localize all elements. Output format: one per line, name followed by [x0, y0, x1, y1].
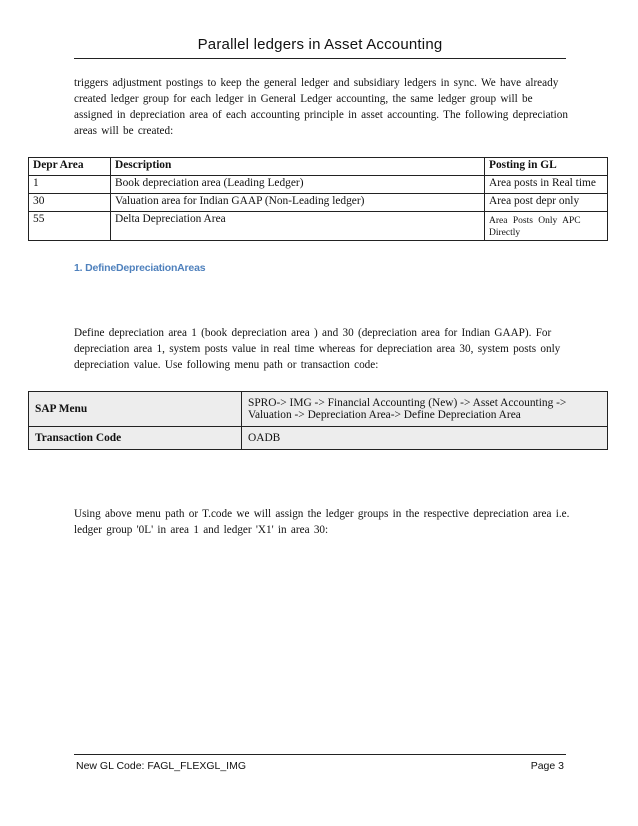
transaction-code-label: Transaction Code [29, 427, 242, 450]
table-row [29, 392, 608, 427]
description-cell: Delta Depreciation Area [111, 212, 485, 241]
page-number: Page 3 [530, 760, 564, 772]
column-header-posting-in-gl: Posting in GL [485, 158, 608, 176]
column-header-description: Description [111, 158, 485, 176]
table-row [29, 194, 608, 212]
depr-area-cell: 1 [29, 176, 111, 194]
column-header-depr-area: Depr Area [29, 158, 111, 176]
section-heading: 1. DefineDepreciationAreas [74, 262, 206, 274]
sap-menu-label: SAP Menu [29, 392, 242, 427]
table-header-row [29, 158, 608, 176]
table-row [29, 427, 608, 450]
menu-path-table [28, 391, 608, 450]
assign-paragraph: Using above menu path or T.code we will assign the ledger groups in the respective depreciation area i.e. ledger group '0L' in area 1 and ledger 'X1' in area 30: [74, 508, 570, 536]
intro-paragraph: triggers adjustment postings to keep the general ledger and subsidiary ledgers in sync. We have already created ledger group for each ledger in General Ledger accounting, the same ledger group will be assigned in depreciation area of each accounting principle in asset accounting. The following depreciation areas will be created: [74, 77, 568, 137]
depr-area-cell: 55 [29, 212, 111, 241]
transaction-code-value: OADB [242, 427, 608, 450]
footer-code: New GL Code: FAGL_FLEXGL_IMG [76, 760, 247, 772]
table-row [29, 176, 608, 194]
posting-cell: Area post depr only [485, 194, 608, 212]
posting-cell: Area Posts Only APC Directly [485, 212, 608, 241]
description-cell: Valuation area for Indian GAAP (Non-Leading ledger) [111, 194, 485, 212]
description-cell: Book depreciation area (Leading Ledger) [111, 176, 485, 194]
footer-divider [74, 754, 566, 755]
depr-area-cell: 30 [29, 194, 111, 212]
posting-cell: Area posts in Real time [485, 176, 608, 194]
define-paragraph: Define depreciation area 1 (book depreciation area ) and 30 (depreciation area for Indian GAAP). For depreciation area 1, system posts value in real time whereas for depreciation area 30, system posts only depreciation value. Use following menu path or transaction code: [74, 327, 561, 371]
table-row [29, 212, 608, 241]
depreciation-areas-table [28, 157, 608, 241]
page-header-title: Parallel ledgers in Asset Accounting [197, 36, 443, 53]
sap-menu-path: SPRO-> IMG -> Financial Accounting (New) -> Asset Accounting -> Valuation -> Depreciation Area-> Define Depreciation Area [242, 392, 608, 427]
header-divider [74, 58, 566, 59]
